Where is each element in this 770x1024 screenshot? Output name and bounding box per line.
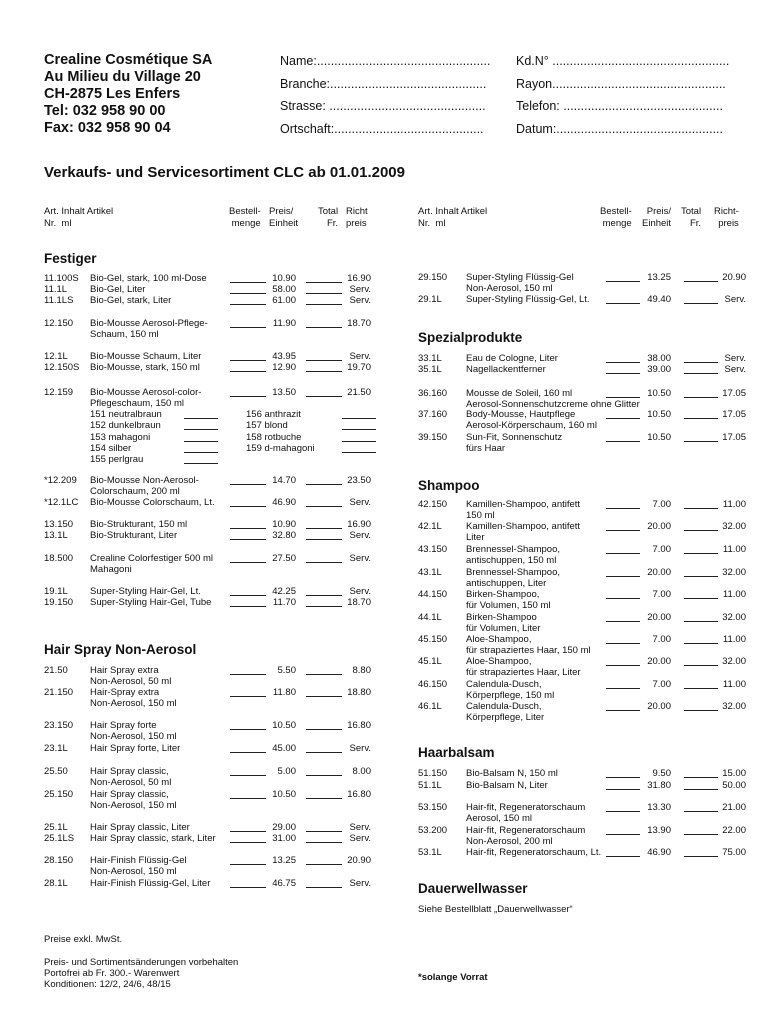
- shade-label: 152 dunkelbraun: [90, 420, 161, 432]
- unit-price: 10.90: [272, 519, 296, 530]
- header-total-right: Total Fr.: [681, 206, 702, 229]
- unit-price: 10.90: [272, 273, 296, 284]
- unit-price: 10.50: [647, 388, 671, 399]
- shade-quantity-blank[interactable]: [342, 409, 376, 419]
- article-description: Brennessel-Shampoo, antischuppen, Liter: [466, 567, 560, 590]
- article-number: 53.150: [418, 802, 448, 813]
- article-number: 25.1L: [44, 822, 68, 833]
- product-row: [418, 567, 748, 590]
- article-number: 36.160: [418, 388, 448, 399]
- article-description: Bio-Mousse Schaum, Liter: [90, 351, 202, 362]
- article-number: 28.1L: [44, 878, 68, 889]
- recommended-price: Serv.: [349, 822, 371, 833]
- recommended-price: 11.00: [722, 589, 746, 600]
- product-row: [44, 597, 384, 609]
- shade-quantity-blank[interactable]: [184, 409, 218, 419]
- article-description: Eau de Cologne, Liter: [466, 353, 558, 364]
- unit-price: 9.50: [652, 768, 671, 779]
- datum-field[interactable]: Datum:................................................: [516, 121, 723, 136]
- recommended-price: 16.90: [347, 519, 371, 530]
- unit-price: 58.00: [272, 284, 296, 295]
- footer-vorrat: *solange Vorrat: [418, 972, 488, 983]
- recommended-price: Serv.: [349, 586, 371, 597]
- shade-label: 158 rotbuche: [246, 431, 302, 443]
- article-number: 42.1L: [418, 521, 442, 532]
- article-description: Bio-Mousse Aerosol-Pflege- Schaum, 150 ml: [90, 318, 208, 341]
- page-title: Verkaufs- und Servicesortiment CLC ab 01.01.2009: [44, 164, 405, 181]
- company-address: [44, 52, 212, 137]
- product-row: [418, 701, 748, 724]
- header-preis-right: Preis/ Einheit: [642, 206, 672, 229]
- unit-price: 20.00: [647, 567, 671, 578]
- recommended-price: Serv.: [724, 364, 746, 375]
- header-art-right: Art. Inhalt Artikel Nr. ml: [418, 206, 488, 229]
- unit-price: 10.50: [647, 432, 671, 443]
- unit-price: 10.50: [272, 720, 296, 731]
- recommended-price: 11.00: [722, 634, 746, 645]
- article-number: *12.1LC: [44, 497, 79, 508]
- recommended-price: 32.00: [722, 567, 746, 578]
- header-total-left: Total Fr.: [318, 206, 339, 229]
- shade-list: [90, 409, 390, 469]
- product-row: [418, 634, 748, 657]
- article-description: Calendula-Dusch, Körperpflege, 150 ml: [466, 679, 555, 702]
- recommended-price: Serv.: [349, 284, 371, 295]
- product-row: [418, 409, 748, 432]
- article-description: Hair-Finish Flüssig-Gel Non-Aerosol, 150 ml: [90, 855, 187, 878]
- unit-price: 29.00: [272, 822, 296, 833]
- recommended-price: 20.90: [347, 855, 371, 866]
- article-description: Body-Mousse, Hautpflege Aerosol-Körperschaum, 160 ml: [466, 409, 597, 432]
- article-number: 44.150: [418, 589, 448, 600]
- header-preis-left: Preis/ Einheit: [269, 206, 299, 229]
- company-fax: Fax: 032 958 90 04: [44, 120, 171, 136]
- article-description: Super-Styling Flüssig-Gel Non-Aerosol, 150 ml: [466, 272, 574, 295]
- recommended-price: Serv.: [349, 878, 371, 889]
- unit-price: 20.00: [647, 521, 671, 532]
- article-number: 39.150: [418, 432, 448, 443]
- unit-price: 38.00: [647, 353, 671, 364]
- article-description: Aloe-Shampoo, für strapaziertes Haar, Liter: [466, 656, 581, 679]
- product-row: [44, 362, 384, 374]
- article-description: Calendula-Dusch, Körperpflege, Liter: [466, 701, 545, 724]
- article-number: 12.150: [44, 318, 74, 329]
- product-row: [418, 612, 748, 635]
- article-number: 11.1LS: [44, 295, 74, 306]
- shade-label: 159 d-mahagoni: [246, 442, 315, 454]
- article-description: Crealine Colorfestiger 500 ml Mahagoni: [90, 553, 214, 576]
- article-description: Aloe-Shampoo, für strapaziertes Haar, 150 ml: [466, 634, 591, 657]
- footer-mwst: Preise exkl. MwSt.: [44, 934, 123, 945]
- product-row: [44, 687, 384, 710]
- shade-label: 151 neutralbraun: [90, 409, 162, 420]
- article-number: 51.1L: [418, 780, 442, 791]
- article-number: 12.150S: [44, 362, 80, 373]
- article-number: 12.1L: [44, 351, 68, 362]
- unit-price: 14.70: [272, 475, 296, 486]
- shade-label: 155 perlgrau: [90, 454, 144, 466]
- shade-label: 153 mahagoni: [90, 431, 151, 443]
- article-number: 21.50: [44, 665, 68, 676]
- ortschaft-field[interactable]: Ortschaft:...........................................: [280, 121, 484, 136]
- shade-label: 157 blond: [246, 420, 288, 432]
- recommended-price: 16.80: [347, 720, 371, 731]
- article-number: 23.1L: [44, 743, 68, 754]
- product-row: [418, 847, 748, 859]
- article-description: Hair Spray classic, Non-Aerosol, 150 ml: [90, 789, 177, 812]
- article-description: Bio-Mousse Non-Aerosol- Colorschaum, 200 ml: [90, 475, 199, 498]
- article-number: 11.100S: [44, 273, 79, 284]
- customer-form-right: [516, 50, 729, 140]
- strasse-field[interactable]: Strasse: .............................................: [280, 99, 486, 113]
- product-row: [44, 766, 384, 789]
- unit-price: 45.00: [272, 743, 296, 754]
- article-description: Hair Spray forte Non-Aerosol, 150 ml: [90, 720, 177, 743]
- article-description: Super-Styling Hair-Gel, Lt.: [90, 586, 201, 597]
- header-bestell-right: Bestell- menge: [600, 206, 632, 229]
- recommended-price: 8.80: [352, 665, 371, 676]
- article-number: 18.500: [44, 553, 74, 564]
- footer-line2: Portofrei ab Fr. 300.- Warenwert: [44, 968, 180, 979]
- article-description: Hair Spray forte, Liter: [90, 743, 181, 754]
- product-row: [44, 665, 384, 688]
- article-description: Hair Spray classic, Non-Aerosol, 50 ml: [90, 766, 172, 789]
- section-hairspray: Hair Spray Non-Aerosol: [44, 642, 197, 657]
- article-description: Hair-fit, Regeneratorschaum, Lt.: [466, 847, 602, 858]
- unit-price: 11.90: [272, 318, 296, 329]
- section-shampoo: Shampoo: [418, 478, 480, 493]
- unit-price: 20.00: [647, 701, 671, 712]
- product-row: [44, 743, 384, 755]
- recommended-price: Serv.: [349, 833, 371, 844]
- recommended-price: 18.70: [347, 318, 371, 329]
- article-description: Sun-Fit, Sonnenschutz fürs Haar: [466, 432, 563, 455]
- article-number: 42.150: [418, 499, 448, 510]
- recommended-price: 17.05: [722, 388, 746, 399]
- header-richt-right: Richt- preis: [714, 206, 739, 229]
- article-number: 43.1L: [418, 567, 442, 578]
- header-art-left: Art. Inhalt Artikel Nr. ml: [44, 206, 114, 229]
- recommended-price: 20.90: [722, 272, 746, 283]
- product-row: [44, 497, 384, 509]
- unit-price: 5.00: [277, 766, 296, 777]
- product-row: [418, 768, 748, 780]
- product-row: [44, 387, 384, 410]
- dauerwell-note: Siehe Bestellblatt „Dauerwellwasser“: [418, 904, 573, 915]
- unit-price: 10.50: [272, 789, 296, 800]
- article-number: 13.1L: [44, 530, 68, 541]
- recommended-price: 11.00: [722, 544, 746, 555]
- unit-price: 5.50: [277, 665, 296, 676]
- product-row: [418, 679, 748, 702]
- article-number: 11.1L: [44, 284, 68, 295]
- recommended-price: 21.00: [722, 802, 746, 813]
- shade-quantity-blank[interactable]: [184, 443, 218, 453]
- company-name: Crealine Cosmétique SA: [44, 52, 213, 68]
- unit-price: 61.00: [272, 295, 296, 306]
- recommended-price: Serv.: [349, 743, 371, 754]
- unit-price: 7.00: [652, 544, 671, 555]
- product-row: [418, 802, 748, 825]
- article-description: Mousse de Soleil, 160 ml Aerosol-Sonnenschutzcreme ohne Glitter: [466, 388, 640, 411]
- recommended-price: 32.00: [722, 612, 746, 623]
- recommended-price: 32.00: [722, 701, 746, 712]
- article-description: Brennessel-Shampoo, antischuppen, 150 ml: [466, 544, 560, 567]
- article-number: 13.150: [44, 519, 74, 530]
- article-description: Bio-Balsam N, Liter: [466, 780, 548, 791]
- recommended-price: Serv.: [724, 353, 746, 364]
- article-number: 21.150: [44, 687, 74, 698]
- shade-quantity-blank[interactable]: [184, 432, 218, 442]
- article-description: Bio-Gel, stark, 100 ml-Dose: [90, 273, 207, 284]
- unit-price: 11.70: [272, 597, 296, 608]
- unit-price: 46.90: [647, 847, 671, 858]
- article-description: Bio-Mousse, stark, 150 ml: [90, 362, 200, 373]
- unit-price: 7.00: [652, 589, 671, 600]
- article-number: 53.1L: [418, 847, 442, 858]
- article-description: Super-Styling Hair-Gel, Tube: [90, 597, 212, 608]
- shade-label: 154 silber: [90, 442, 132, 454]
- recommended-price: Serv.: [724, 294, 746, 305]
- unit-price: 10.50: [647, 409, 671, 420]
- article-number: 53.200: [418, 825, 448, 836]
- header-richt-left: Richt preis: [346, 206, 368, 229]
- article-description: Bio-Gel, stark, Liter: [90, 295, 172, 306]
- article-number: 19.1L: [44, 586, 68, 597]
- product-row: [418, 294, 748, 306]
- article-number: 45.1L: [418, 656, 442, 667]
- unit-price: 31.00: [272, 833, 296, 844]
- article-number: 37.160: [418, 409, 448, 420]
- article-description: Hair Spray extra Non-Aerosol, 50 ml: [90, 665, 172, 688]
- recommended-price: 75.00: [722, 847, 746, 858]
- product-row: [44, 475, 384, 498]
- product-row: [418, 825, 748, 848]
- article-description: Kamillen-Shampoo, antifett 150 ml: [466, 499, 581, 522]
- article-description: Birken-Shampoo, für Volumen, 150 ml: [466, 589, 551, 612]
- shade-quantity-blank[interactable]: [342, 432, 376, 442]
- recommended-price: 19.70: [347, 362, 371, 373]
- article-description: Bio-Gel, Liter: [90, 284, 146, 295]
- recommended-price: 17.05: [722, 409, 746, 420]
- article-description: Hair-Spray extra Non-Aerosol, 150 ml: [90, 687, 177, 710]
- article-number: 44.1L: [418, 612, 442, 623]
- recommended-price: 23.50: [347, 475, 371, 486]
- article-number: 25.50: [44, 766, 68, 777]
- article-description: Hair-fit, Regeneratorschaum Aerosol, 150 ml: [466, 802, 586, 825]
- unit-price: 11.80: [272, 687, 296, 698]
- unit-price: 39.00: [647, 364, 671, 375]
- product-row: [44, 553, 384, 576]
- recommended-price: Serv.: [349, 530, 371, 541]
- recommended-price: 16.80: [347, 789, 371, 800]
- shade-label: 156 anthrazit: [246, 409, 301, 420]
- shade-quantity-blank[interactable]: [342, 420, 376, 430]
- recommended-price: Serv.: [349, 497, 371, 508]
- article-description: Nagellackentferner: [466, 364, 546, 375]
- article-description: Kamillen-Shampoo, antifett Liter: [466, 521, 581, 544]
- name-field[interactable]: Name:..................................................: [280, 54, 491, 68]
- unit-price: 42.25: [272, 586, 296, 597]
- article-number: 46.150: [418, 679, 448, 690]
- rayon-field[interactable]: Rayon..................................................: [516, 76, 726, 91]
- unit-price: 13.50: [272, 387, 296, 398]
- article-number: 33.1L: [418, 353, 442, 364]
- recommended-price: 32.00: [722, 521, 746, 532]
- product-row: [44, 878, 384, 890]
- footer-line1: Preis- und Sortimentsänderungen vorbehalten: [44, 957, 239, 968]
- product-row: [418, 656, 748, 679]
- recommended-price: 22.00: [722, 825, 746, 836]
- article-description: Bio-Balsam N, 150 ml: [466, 768, 558, 779]
- article-description: Hair-fit, Regeneratorschaum Non-Aerosol, 200 ml: [466, 825, 586, 848]
- article-description: Hair Spray classic, Liter: [90, 822, 190, 833]
- unit-price: 7.00: [652, 634, 671, 645]
- recommended-price: Serv.: [349, 295, 371, 306]
- recommended-price: 11.00: [722, 499, 746, 510]
- unit-price: 13.25: [272, 855, 296, 866]
- article-number: 25.150: [44, 789, 74, 800]
- article-number: 46.1L: [418, 701, 442, 712]
- unit-price: 27.50: [272, 553, 296, 564]
- recommended-price: Serv.: [349, 351, 371, 362]
- article-description: Bio-Mousse Aerosol-color- Pflegeschaum, 150 ml: [90, 387, 202, 410]
- product-row: [418, 544, 748, 567]
- customer-form-left: [280, 50, 490, 140]
- product-row: [44, 295, 384, 307]
- company-tel: Tel: 032 958 90 00: [44, 103, 166, 119]
- article-number: 12.159: [44, 387, 74, 398]
- article-number: 29.1L: [418, 294, 442, 305]
- kdnr-field[interactable]: Kd.N° ...................................................: [516, 54, 730, 68]
- shade-quantity-blank[interactable]: [342, 443, 376, 453]
- shade-quantity-blank[interactable]: [184, 420, 218, 430]
- recommended-price: 11.00: [722, 679, 746, 690]
- product-row: [418, 521, 748, 544]
- branche-field[interactable]: Branche:.............................................: [280, 76, 487, 91]
- section-dauerwellwasser: Dauerwellwasser: [418, 881, 528, 896]
- product-row: [44, 530, 384, 542]
- recommended-price: 50.00: [722, 780, 746, 791]
- section-haarbalsam: Haarbalsam: [418, 745, 495, 760]
- recommended-price: 16.90: [347, 273, 371, 284]
- unit-price: 13.90: [647, 825, 671, 836]
- article-number: 51.150: [418, 768, 448, 779]
- article-description: Bio-Mousse Colorschaum, Lt.: [90, 497, 215, 508]
- product-row: [418, 499, 748, 522]
- article-number: 29.150: [418, 272, 448, 283]
- recommended-price: 18.70: [347, 597, 371, 608]
- article-description: Hair Spray classic, stark, Liter: [90, 833, 216, 844]
- section-festiger: Festiger: [44, 251, 97, 266]
- telefon-field[interactable]: Telefon: ..............................................: [516, 99, 724, 113]
- product-row: [418, 432, 748, 455]
- unit-price: 20.00: [647, 656, 671, 667]
- product-row: [44, 855, 384, 878]
- product-row: [418, 364, 748, 376]
- article-description: Super-Styling Flüssig-Gel, Lt.: [466, 294, 590, 305]
- unit-price: 43.95: [272, 351, 296, 362]
- product-row: [418, 780, 748, 792]
- article-number: 45.150: [418, 634, 448, 645]
- product-row: [44, 318, 384, 341]
- unit-price: 31.80: [647, 780, 671, 791]
- recommended-price: 15.00: [722, 768, 746, 779]
- unit-price: 13.25: [647, 272, 671, 283]
- article-number: 19.150: [44, 597, 74, 608]
- recommended-price: 21.50: [347, 387, 371, 398]
- product-row: [44, 833, 384, 845]
- unit-price: 20.00: [647, 612, 671, 623]
- product-row: [44, 789, 384, 812]
- unit-price: 7.00: [652, 679, 671, 690]
- unit-price: 49.40: [647, 294, 671, 305]
- product-row: [418, 272, 748, 295]
- product-row: [418, 589, 748, 612]
- article-description: Birken-Shampoo für Volumen, Liter: [466, 612, 541, 635]
- recommended-price: 17.05: [722, 432, 746, 443]
- footer-line3: Konditionen: 12/2, 24/6, 48/15: [44, 979, 171, 990]
- unit-price: 46.90: [272, 497, 296, 508]
- unit-price: 32.80: [272, 530, 296, 541]
- recommended-price: 18.80: [347, 687, 371, 698]
- header-bestell-left: Bestell- menge: [229, 206, 261, 229]
- company-city: CH-2875 Les Enfers: [44, 86, 181, 102]
- unit-price: 46.75: [272, 878, 296, 889]
- recommended-price: Serv.: [349, 553, 371, 564]
- recommended-price: 8.00: [352, 766, 371, 777]
- article-number: 25.1LS: [44, 833, 75, 844]
- unit-price: 13.30: [647, 802, 671, 813]
- product-row: [44, 720, 384, 743]
- article-number: 23.150: [44, 720, 74, 731]
- article-number: 35.1L: [418, 364, 442, 375]
- article-number: 28.150: [44, 855, 74, 866]
- company-street: Au Milieu du Village 20: [44, 69, 201, 85]
- shade-quantity-blank[interactable]: [184, 454, 218, 464]
- article-description: Hair-Finish Flüssig-Gel, Liter: [90, 878, 211, 889]
- unit-price: 7.00: [652, 499, 671, 510]
- article-number: *12.209: [44, 475, 77, 486]
- article-description: Bio-Strukturant, Liter: [90, 530, 178, 541]
- recommended-price: 32.00: [722, 656, 746, 667]
- unit-price: 12.90: [272, 362, 296, 373]
- section-spezialprodukte: Spezialprodukte: [418, 330, 523, 345]
- article-number: 43.150: [418, 544, 448, 555]
- article-description: Bio-Strukturant, 150 ml: [90, 519, 188, 530]
- product-row: [418, 388, 748, 411]
